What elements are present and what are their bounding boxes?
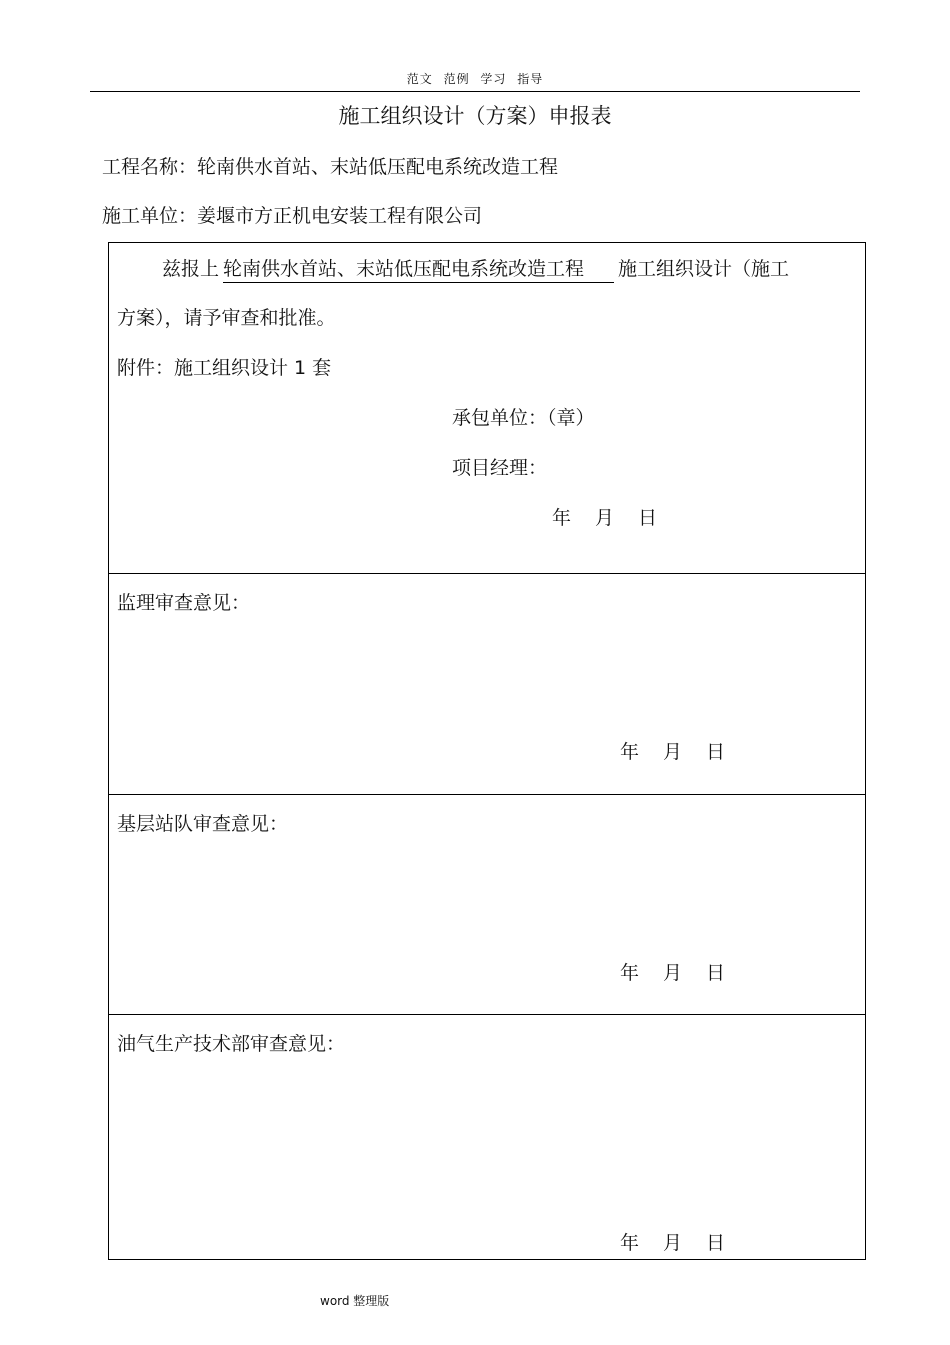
supervision-date [620, 737, 725, 764]
date-year-label: 年 [620, 962, 640, 984]
date-month-label: 月 [663, 1232, 683, 1254]
date-day-label: 日 [706, 1232, 726, 1254]
page-footer-text: word 整理版 [320, 1294, 390, 1308]
application-form-table [108, 242, 866, 1260]
supervision-review-section [109, 573, 865, 794]
construction-unit-line: 施工单位：姜堰市方正机电安装工程有限公司 [102, 205, 483, 227]
project-manager-label: 项目经理： [452, 457, 548, 479]
date-year-label: 年 [552, 507, 572, 529]
date-month-label: 月 [595, 507, 615, 529]
submission-suffix: 施工组织设计（施工 [618, 258, 790, 280]
date-day-label: 日 [706, 962, 726, 984]
form-title: 施工组织设计（方案）申报表 [338, 104, 612, 128]
supervision-review-label: 监理审查意见： [117, 592, 251, 614]
project-name-line: 工程名称：轮南供水首站、末站低压配电系统改造工程 [102, 156, 559, 178]
attachment-text: 附件：施工组织设计 1 套 [117, 357, 332, 379]
station-date [620, 958, 725, 985]
submission-prefix: 兹报上 [162, 258, 220, 280]
station-review-label: 基层站队审查意见： [117, 813, 289, 835]
date-year-label: 年 [620, 741, 640, 763]
submission-date [552, 503, 657, 530]
contractor-seal-label: 承包单位：（章） [452, 407, 595, 429]
date-day-label: 日 [706, 741, 726, 763]
submission-project-field: 轮南供水首站、末站低压配电系统改造工程 [223, 256, 614, 283]
page-header-text: 范文 范例 学习 指导 [406, 72, 544, 86]
station-review-section [109, 794, 865, 1014]
tech-dept-review-label: 油气生产技术部审查意见： [117, 1033, 346, 1055]
tech-dept-review-section [109, 1014, 865, 1259]
tech-dept-date [620, 1228, 725, 1255]
date-year-label: 年 [620, 1232, 640, 1254]
submission-request-text: 方案），请予审查和批准。 [117, 307, 336, 329]
submission-section [109, 243, 865, 573]
date-month-label: 月 [663, 741, 683, 763]
date-month-label: 月 [663, 962, 683, 984]
header-divider [90, 91, 860, 92]
date-day-label: 日 [638, 507, 658, 529]
submission-statement [117, 254, 857, 283]
